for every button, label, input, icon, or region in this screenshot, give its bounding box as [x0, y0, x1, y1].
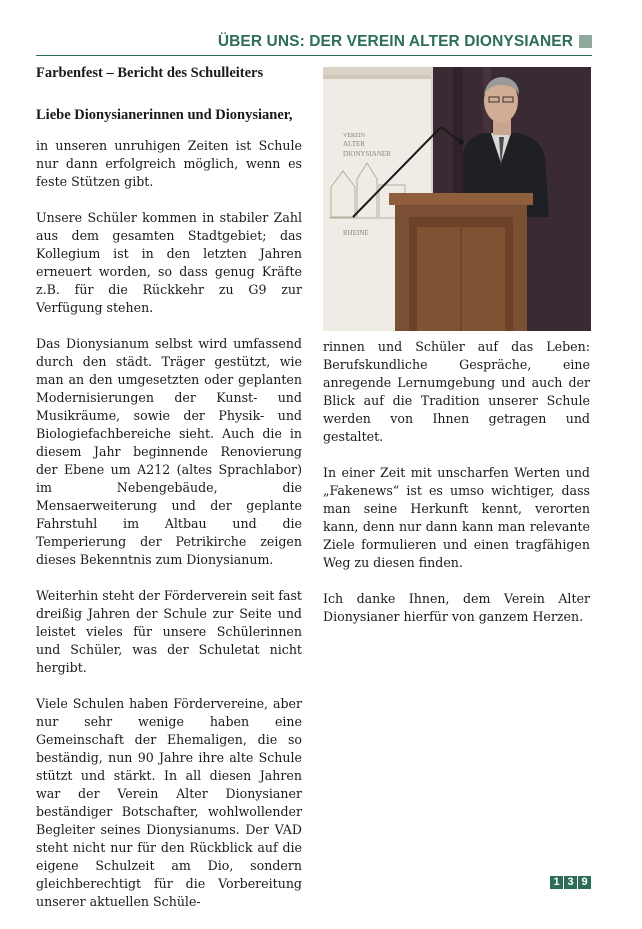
left-column: [36, 64, 302, 929]
banner-text: VEREIN: [343, 133, 365, 139]
paragraph: In einer Zeit mit unscharfen Werten und „Fakenews“ ist es umso wichtiger, dass man seine Herkunft kennt, verorten kann, denn nur dann kann man relevante Ziele formulieren und einen tragfähigen Weg zu diesen finden.: [323, 465, 590, 570]
paragraph: rinnen und Schüler auf das Leben: Berufskundliche Gespräche, eine anregende Lernumgebung und auch der Blick auf die Tradition unserer Schule werden von Ihnen getragen und gestaltet.: [323, 339, 590, 444]
section-title: ÜBER UNS: DER VEREIN ALTER DIONYSIANER: [217, 32, 573, 50]
page-number-digit: 1: [550, 876, 563, 889]
banner-text: RHEINE: [343, 229, 369, 237]
paragraph: Viele Schulen haben Fördervereine, aber nur sehr wenige haben eine Gemeinschaft der Ehemaligen, die so beständig, nun 90 Jahre ihre alte Schule stützt und stärkt. In all diesen Jahren war der Verein Alter Dionysianer beständiger Botschafter, wohlwollender Begleiter seines Dionysianums. Der VAD steht nicht nur für den Rückblick auf die eigene Schulzeit am Dio, sondern gleichberechtigt für die Vorbereitung unserer aktuellen Schüle-: [36, 696, 302, 909]
page-number-digit: 9: [578, 876, 591, 889]
page-number-digit: 3: [564, 876, 577, 889]
paragraph: Weiterhin steht der Förderverein seit fast dreißig Jahren der Schule zur Seite und leistet vieles für unsere Schülerinnen und Schüler, was der Schuletat nicht hergibt.: [36, 588, 302, 675]
paragraph: in unseren unruhigen Zeiten ist Schule nur dann erfolgreich möglich, wenn es feste Stützen gibt.: [36, 138, 302, 189]
paragraph: Ich danke Ihnen, dem Verein Alter Dionysianer hierfür von ganzem Herzen.: [323, 591, 590, 624]
page-number: [550, 876, 591, 889]
photo-speaker-at-lectern: [323, 67, 591, 331]
banner-text: ALTER: [343, 140, 365, 148]
paragraph: Unsere Schüler kommen in stabiler Zahl aus dem gesamten Stadtgebiet; das Kollegium ist in den letzten Jahren erneuert worden, so dass genug Kräfte z.B. für die Rückkehr zu G9 zur Verfügung stehen.: [36, 210, 302, 315]
salutation: Liebe Dionysianerinnen und Dionysianer,: [36, 107, 293, 123]
banner-text: DIONYSIANER: [343, 150, 391, 158]
paragraph: Das Dionysianum selbst wird umfassend durch den städt. Träger gestützt, wie man an den umgesetzten oder geplanten Modernisierungen der Kunst- und Musikräume, sowie der Physik- und Biologiefachbereiche sieht. Auch die in diesem Jahr beginnende Renovierung der Ebene um A212 (altes Sprachlabor) im Nebengebäude, die Mensaerweiterung und der geplante Fahrstuhl im Altbau und die Temperierung der Petrikirche zeigen dieses Bekenntnis zum Dionysianum.: [36, 336, 302, 567]
header-square-marker: [579, 35, 592, 48]
article-title: Farbenfest – Bericht des Schulleiters: [36, 65, 264, 81]
header-divider: [36, 55, 592, 56]
page-header: [36, 31, 592, 55]
right-column: [323, 338, 590, 644]
photo-illustration: [323, 67, 591, 331]
